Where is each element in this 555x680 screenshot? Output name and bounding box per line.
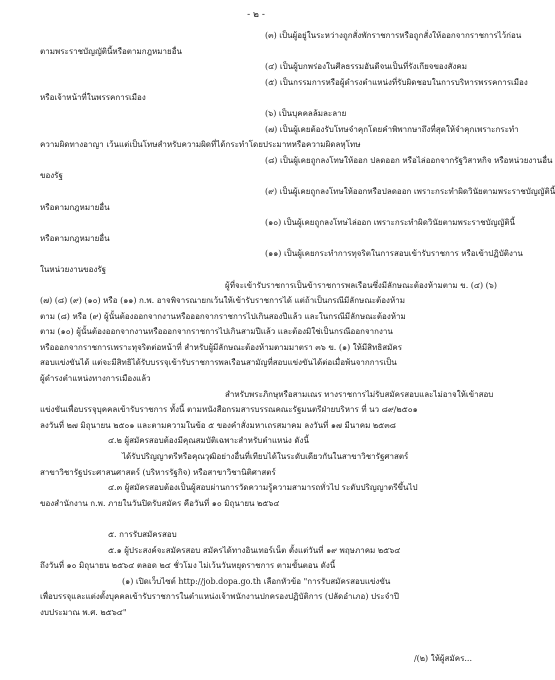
continuation-note: /(๒) ให้ผู้สมัคร... — [413, 654, 472, 663]
text-line: ตาม (๘) หรือ (๙) ผู้นั้นต้องออกจากงานหรือออกจากราชการไปเกินสองปีแล้ว และในกรณีมีลักษณะต้องห้าม — [40, 311, 406, 321]
text-line: งบประมาณ พ.ศ. ๒๕๖๔" — [40, 607, 127, 617]
text-line: (๗) เป็นผู้เคยต้องรับโทษจำคุกโดยคำพิพากษาถึงที่สุดให้จำคุกเพราะกระทำ — [265, 124, 519, 134]
text-line: (๑๑) เป็นผู้เคยกระทำการทุจริตในการสอบเข้ารับราชการ หรือเข้าปฏิบัติงาน — [265, 249, 523, 259]
text-line: ๕. การรับสมัครสอบ — [108, 530, 177, 539]
text-line: (๕) เป็นกรรมการหรือผู้ดำรงตำแหน่งที่รับผิดชอบในการบริหารพรรคการเมือง — [265, 77, 528, 87]
text-line: (๑) เปิดเว็บไซต์ http://job.dopa.go.th เลือกหัวข้อ "การรับสมัครสอบแข่งขัน — [122, 576, 391, 586]
text-line: (๖) เป็นบุคคลล้มละลาย — [265, 108, 347, 118]
page-number: - ๒ - — [247, 10, 265, 20]
text-line: เพื่อบรรจุและแต่งตั้งบุคคลเข้ารับราชการในตำแหน่งเจ้าพนักงานปกครองปฏิบัติการ (ปลัดอำเภอ) ประจำปี — [40, 592, 399, 602]
text-line: หรือเจ้าหน้าที่ในพรรคการเมือง — [40, 93, 146, 103]
text-line: ๔.๒ ผู้สมัครสอบต้องมีคุณสมบัติเฉพาะสำหรับตำแหน่ง ดังนี้ — [108, 436, 309, 446]
text-line: ได้รับปริญญาตรีหรือคุณวุฒิอย่างอื่นที่เทียบได้ในระดับเดียวกันในสาขาวิชารัฐศาสตร์ — [122, 452, 409, 462]
text-line: ๕.๑ ผู้ประสงค์จะสมัครสอบ สมัครได้ทางอินเทอร์เน็ต ตั้งแต่วันที่ ๑๙ พฤษภาคม ๒๕๖๔ — [108, 545, 401, 555]
document-body — [40, 28, 555, 621]
text-line — [40, 511, 472, 527]
text-line: ตามพระราชบัญญัตินี้หรือตามกฎหมายอื่น — [40, 46, 182, 56]
text-line: หรือออกจากราชการเพราะทุจริตต่อหน้าที่ สำหรับผู้มีลักษณะต้องห้ามตามมาตรา ๓๖ ข. (๑) ให้มีสิทธิสมัคร — [40, 342, 403, 352]
text-line: แข่งขันเพื่อบรรจุบุคคลเข้ารับราชการ ทั้งนี้ ตามหนังสือกรมสารบรรณคณะรัฐมนตรีฝ่ายบริหาร ที่ นว ๘๙/๒๕๐๑ — [40, 405, 418, 415]
text-line: ผู้ที่จะเข้ารับราชการเป็นข้าราชการพลเรือนซึ่งมีลักษณะต้องห้ามตาม ข. (๔) (๖) — [225, 280, 497, 290]
text-line: ลงวันที่ ๒๗ มิถุนายน ๒๕๐๑ และตามความในข้อ ๕ ของคำสั่งมหาเถรสมาคม ลงวันที่ ๑๗ มีนาคม ๒๕๓๘ — [40, 420, 396, 430]
text-line: (๑๐) เป็นผู้เคยถูกลงโทษไล่ออก เพราะกระทำผิดวินัยตามพระราชบัญญัตินี้ — [265, 218, 515, 228]
text-line: ของรัฐ — [40, 171, 63, 181]
text-line: ผู้ดำรงตำแหน่งทางการเมืองแล้ว — [40, 374, 151, 384]
text-line: (๔) เป็นผู้บกพร่องในศีลธรรมอันดีจนเป็นที่รังเกียจของสังคม — [265, 62, 468, 72]
text-line: ถึงวันที่ ๑๐ มิถุนายน ๒๕๖๔ ตลอด ๒๔ ชั่วโมง ไม่เว้นวันหยุดราชการ ตามขั้นตอน ดังนี้ — [40, 561, 336, 571]
text-line: (๗) (๘) (๙) (๑๐) หรือ (๑๑) ก.พ. อาจพิจารณายกเว้นให้เข้ารับราชการได้ แต่ถ้าเป็นกรณีมีลักษณะต้องห้าม — [40, 296, 405, 306]
text-line: (๓) เป็นผู้อยู่ในระหว่างถูกสั่งพักราชการหรือถูกสั่งให้ออกจากราชการไว้ก่อน — [265, 31, 522, 40]
text-line: ในหน่วยงานของรัฐ — [40, 264, 107, 274]
text-line: ตาม (๑๐) ผู้นั้นต้องออกจากงานหรือออกจากราชการไปเกินสามปีแล้ว และต้องมิใช่เป็นกรณีออกจากงาน — [40, 327, 393, 337]
text-line: (๙) เป็นผู้เคยถูกลงโทษให้ออกหรือปลดออก เพราะกระทำผิดวินัยตามพระราชบัญญัตินี้ — [265, 186, 555, 196]
text-line: (๘) เป็นผู้เคยถูกลงโทษให้ออก ปลดออก หรือไล่ออกจากรัฐวิสาหกิจ หรือหน่วยงานอื่น — [265, 155, 553, 165]
text-line: ความผิดทางอาญา เว้นแต่เป็นโทษสำหรับความผิดที่ได้กระทำโดยประมาทหรือความผิดลหุโทษ — [40, 140, 361, 150]
text-line: หรือตามกฎหมายอื่น — [40, 233, 110, 243]
text-line: ๔.๓ ผู้สมัครสอบต้องเป็นผู้สอบผ่านการวัดความรู้ความสามารถทั่วไป ระดับปริญญาตรีขึ้นไป — [108, 483, 418, 493]
text-line: สาขาวิชารัฐประศาสนศาสตร์ (บริหารรัฐกิจ) หรือสาขาวิชานิติศาสตร์ — [40, 467, 276, 477]
text-line: หรือตามกฎหมายอื่น — [40, 202, 110, 212]
text-line: สอบแข่งขันได้ แต่จะมีสิทธิได้รับบรรจุเข้ารับราชการพลเรือนสามัญที่สอบแข่งขันได้ต่อเมื่อพ้นจากการเป็น — [40, 358, 397, 368]
text-line: สำหรับพระภิกษุหรือสามเณร ทางราชการไม่รับสมัครสอบและไม่อาจให้เข้าสอบ — [225, 389, 494, 399]
text-line: ของสำนักงาน ก.พ. ภายในวันปิดรับสมัคร คือวันที่ ๑๐ มิถุนายน ๒๕๖๔ — [40, 498, 280, 508]
